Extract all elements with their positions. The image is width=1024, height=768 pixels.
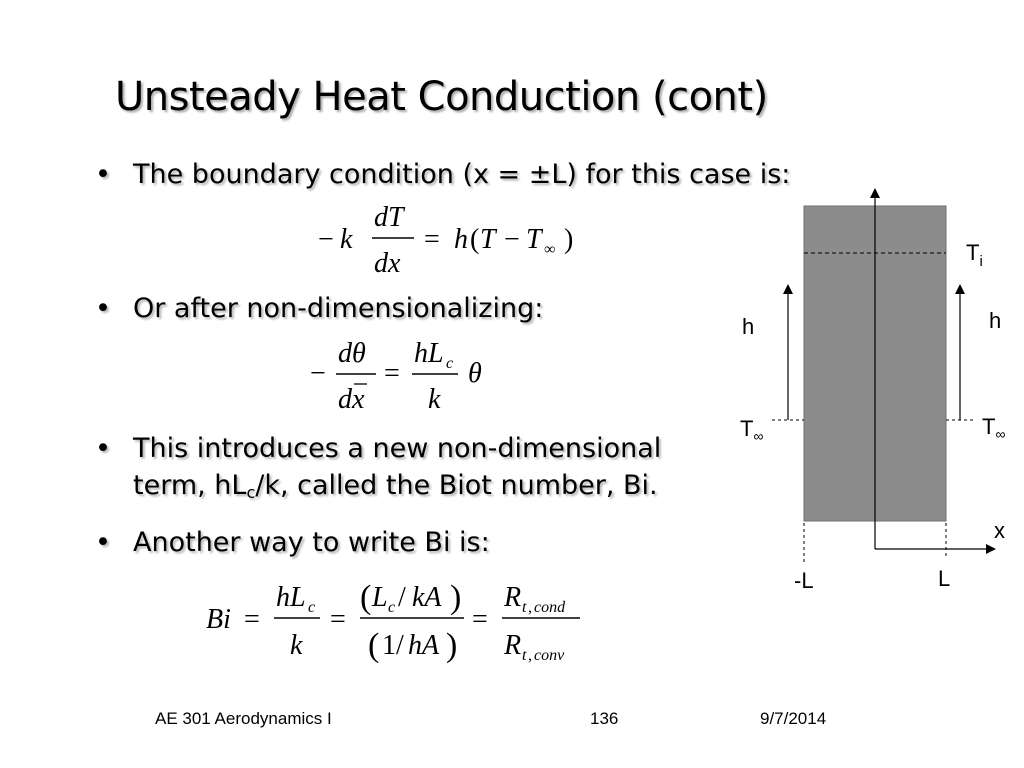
svg-text:/: / [398, 582, 406, 613]
bullet-dot: • [95, 293, 111, 324]
equation-non-dimensional [300, 334, 500, 420]
svg-text:−: − [504, 224, 520, 255]
svg-text:cond: cond [534, 599, 566, 616]
bullet-biot-introduction [95, 430, 661, 511]
svg-text:conv: conv [534, 647, 565, 664]
svg-text:c: c [446, 355, 454, 372]
svg-text:R: R [504, 630, 522, 661]
bullet-text: Another way to write Bi is: [133, 527, 490, 558]
svg-text:,: , [528, 647, 532, 664]
svg-text:∞: ∞ [544, 241, 556, 258]
svg-text:,: , [528, 599, 532, 616]
footer-page-number: 136 [590, 709, 619, 728]
bullet-text: The boundary condition (x = ±L) for this case is: [133, 159, 791, 190]
label-x-axis: x [994, 518, 1005, 543]
label-neg-L: -L [794, 568, 814, 593]
svg-text:dT: dT [374, 202, 404, 233]
svg-text:hL: hL [276, 582, 306, 613]
svg-text:=: = [244, 604, 260, 635]
svg-text:k: k [428, 384, 441, 415]
svg-text:k: k [340, 224, 353, 255]
equation-boundary-condition [310, 196, 600, 282]
label-h-left: h [742, 314, 755, 339]
bullet-text-line2 [133, 467, 661, 511]
label-h-right: h [989, 308, 1002, 333]
svg-text:): ) [446, 627, 458, 664]
svg-text:−: − [318, 224, 334, 255]
svg-text:=: = [472, 604, 488, 635]
svg-text:h: h [454, 224, 468, 255]
svg-text:Bi: Bi [206, 604, 231, 635]
bullet-text-line1: This introduces a new non-dimensional [133, 433, 662, 464]
label-pos-L: L [938, 566, 951, 591]
svg-text:c: c [388, 599, 396, 616]
svg-text:hA: hA [408, 630, 440, 661]
svg-text:k: k [290, 630, 303, 661]
svg-text:dx: dx [338, 384, 365, 415]
bullet-non-dimensionalizing [95, 290, 543, 327]
svg-text:(: ( [360, 579, 372, 616]
bullet-another-way [95, 524, 490, 561]
svg-text:−: − [310, 358, 326, 389]
svg-text:dθ: dθ [338, 338, 366, 369]
svg-text:=: = [384, 358, 400, 389]
slide-title: Unsteady Heat Conduction (cont) [115, 74, 768, 120]
bullet-text: Or after non-dimensionalizing: [133, 293, 544, 324]
svg-text:=: = [424, 224, 440, 255]
bullet-dot: • [95, 159, 111, 190]
svg-text:): ) [564, 224, 574, 255]
svg-text:R: R [504, 582, 522, 613]
footer-date: 9/7/2014 [760, 709, 827, 728]
svg-text:L: L [372, 582, 388, 613]
bullet-boundary-condition [95, 156, 790, 193]
svg-text:dx: dx [374, 248, 401, 279]
bullet-dot: • [95, 527, 111, 558]
svg-text:t: t [522, 599, 527, 616]
biot-text-sub: c [246, 483, 256, 502]
slab-diagram [720, 188, 1020, 608]
equation-biot-number [200, 572, 600, 668]
svg-text:=: = [330, 604, 346, 635]
horizontal-axis-arrowhead [986, 544, 996, 554]
svg-text:): ) [450, 579, 462, 616]
svg-text:t: t [522, 647, 527, 664]
left-flow-arrowhead [783, 284, 793, 294]
svg-text:c: c [308, 599, 316, 616]
label-Ti: $T_i$ [966, 240, 983, 270]
right-flow-arrowhead [955, 284, 965, 294]
vertical-axis-arrowhead [870, 188, 880, 198]
footer-course: AE 301 Aerodynamics I [155, 709, 332, 728]
svg-text:/: / [396, 630, 404, 661]
svg-text:T: T [526, 224, 542, 255]
svg-text:(: ( [470, 224, 480, 255]
svg-text:kA: kA [412, 582, 442, 613]
biot-text-post: /k, called the Biot number, Bi. [255, 470, 658, 501]
svg-text:T: T [480, 224, 496, 255]
bullet-dot: • [95, 433, 111, 464]
biot-text-pre: term, hL [133, 470, 247, 501]
label-Tinf-right: $T_\infty$ [982, 414, 1006, 442]
svg-text:θ: θ [468, 358, 482, 389]
label-Tinf-left: $T_\infty$ [740, 416, 764, 444]
svg-text:(: ( [368, 627, 380, 664]
svg-text:1: 1 [382, 630, 396, 661]
svg-text:hL: hL [414, 338, 444, 369]
